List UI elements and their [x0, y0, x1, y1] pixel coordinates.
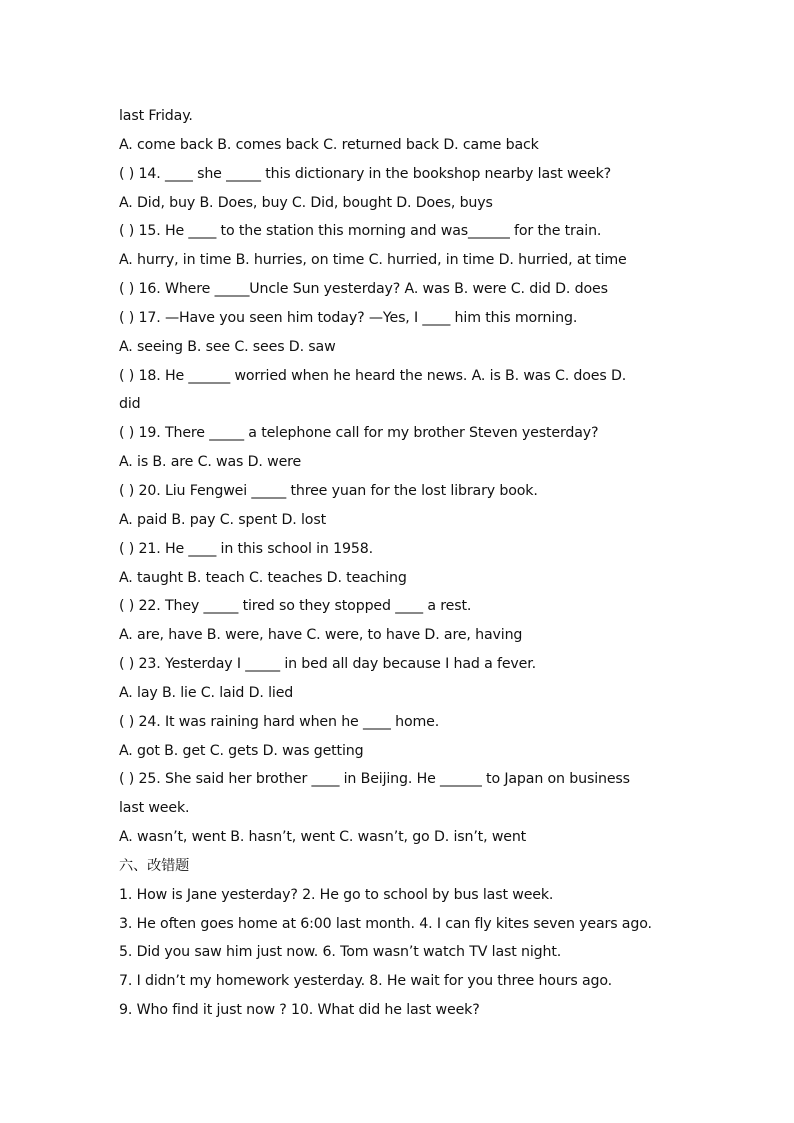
- answer-options: A. wasn’t, went B. hasn’t, went C. wasn’t, go D. isn’t, went: [119, 829, 527, 846]
- text-line: did: [119, 396, 141, 413]
- answer-options: A. are, have B. were, have C. were, to have D. are, having: [119, 627, 523, 644]
- answer-options: A. hurry, in time B. hurries, on time C. hurried, in time D. hurried, at time: [119, 252, 627, 269]
- correction-item: 3. He often goes home at 6:00 last month. 4. I can fly kites seven years ago.: [119, 915, 652, 932]
- question-24: ( ) 24. It was raining hard when he ____ home.: [119, 713, 440, 730]
- question-14: ( ) 14. ____ she _____ this dictionary in the bookshop nearby last week?: [119, 165, 612, 182]
- answer-options: A. Did, buy B. Does, buy C. Did, bought D. Does, buys: [119, 194, 493, 211]
- question-20: ( ) 20. Liu Fengwei _____ three yuan for the lost library book.: [119, 482, 538, 499]
- answer-options: A. come back B. comes back C. returned back D. came back: [119, 136, 539, 153]
- text-line: last Friday.: [119, 108, 193, 124]
- correction-item: 5. Did you saw him just now. 6. Tom wasn’t watch TV last night.: [119, 944, 562, 961]
- answer-options: A. taught B. teach C. teaches D. teaching: [119, 569, 407, 586]
- question-16: ( ) 16. Where _____Uncle Sun yesterday? A. was B. were C. did D. does: [119, 281, 608, 298]
- question-17: ( ) 17. —Have you seen him today? —Yes, I ____ him this morning.: [119, 309, 578, 326]
- question-18: ( ) 18. He ______ worried when he heard the news. A. is B. was C. does D.: [119, 367, 627, 384]
- correction-item: 7. I didn’t my homework yesterday. 8. He wait for you three hours ago.: [119, 973, 612, 990]
- answer-options: A. paid B. pay C. spent D. lost: [119, 511, 326, 528]
- question-21: ( ) 21. He ____ in this school in 1958.: [119, 540, 374, 557]
- answer-options: A. lay B. lie C. laid D. lied: [119, 684, 294, 701]
- question-25: ( ) 25. She said her brother ____ in Beijing. He ______ to Japan on business: [119, 771, 630, 788]
- question-22: ( ) 22. They _____ tired so they stopped ____ a rest.: [119, 598, 472, 615]
- text-line: last week.: [119, 800, 190, 817]
- document-body: [119, 102, 679, 1025]
- question-15: ( ) 15. He ____ to the station this morning and was______ for the train.: [119, 223, 602, 240]
- answer-options: A. is B. are C. was D. were: [119, 454, 302, 471]
- correction-item: 1. How is Jane yesterday? 2. He go to school by bus last week.: [119, 886, 554, 903]
- section-heading: 六、改错题: [119, 857, 190, 874]
- question-19: ( ) 19. There _____ a telephone call for my brother Steven yesterday?: [119, 425, 599, 442]
- answer-options: A. seeing B. see C. sees D. saw: [119, 338, 336, 355]
- answer-options: A. got B. get C. gets D. was getting: [119, 742, 364, 759]
- correction-item: 9. Who find it just now ? 10. What did he last week?: [119, 1002, 480, 1019]
- question-23: ( ) 23. Yesterday I _____ in bed all day because I had a fever.: [119, 656, 536, 673]
